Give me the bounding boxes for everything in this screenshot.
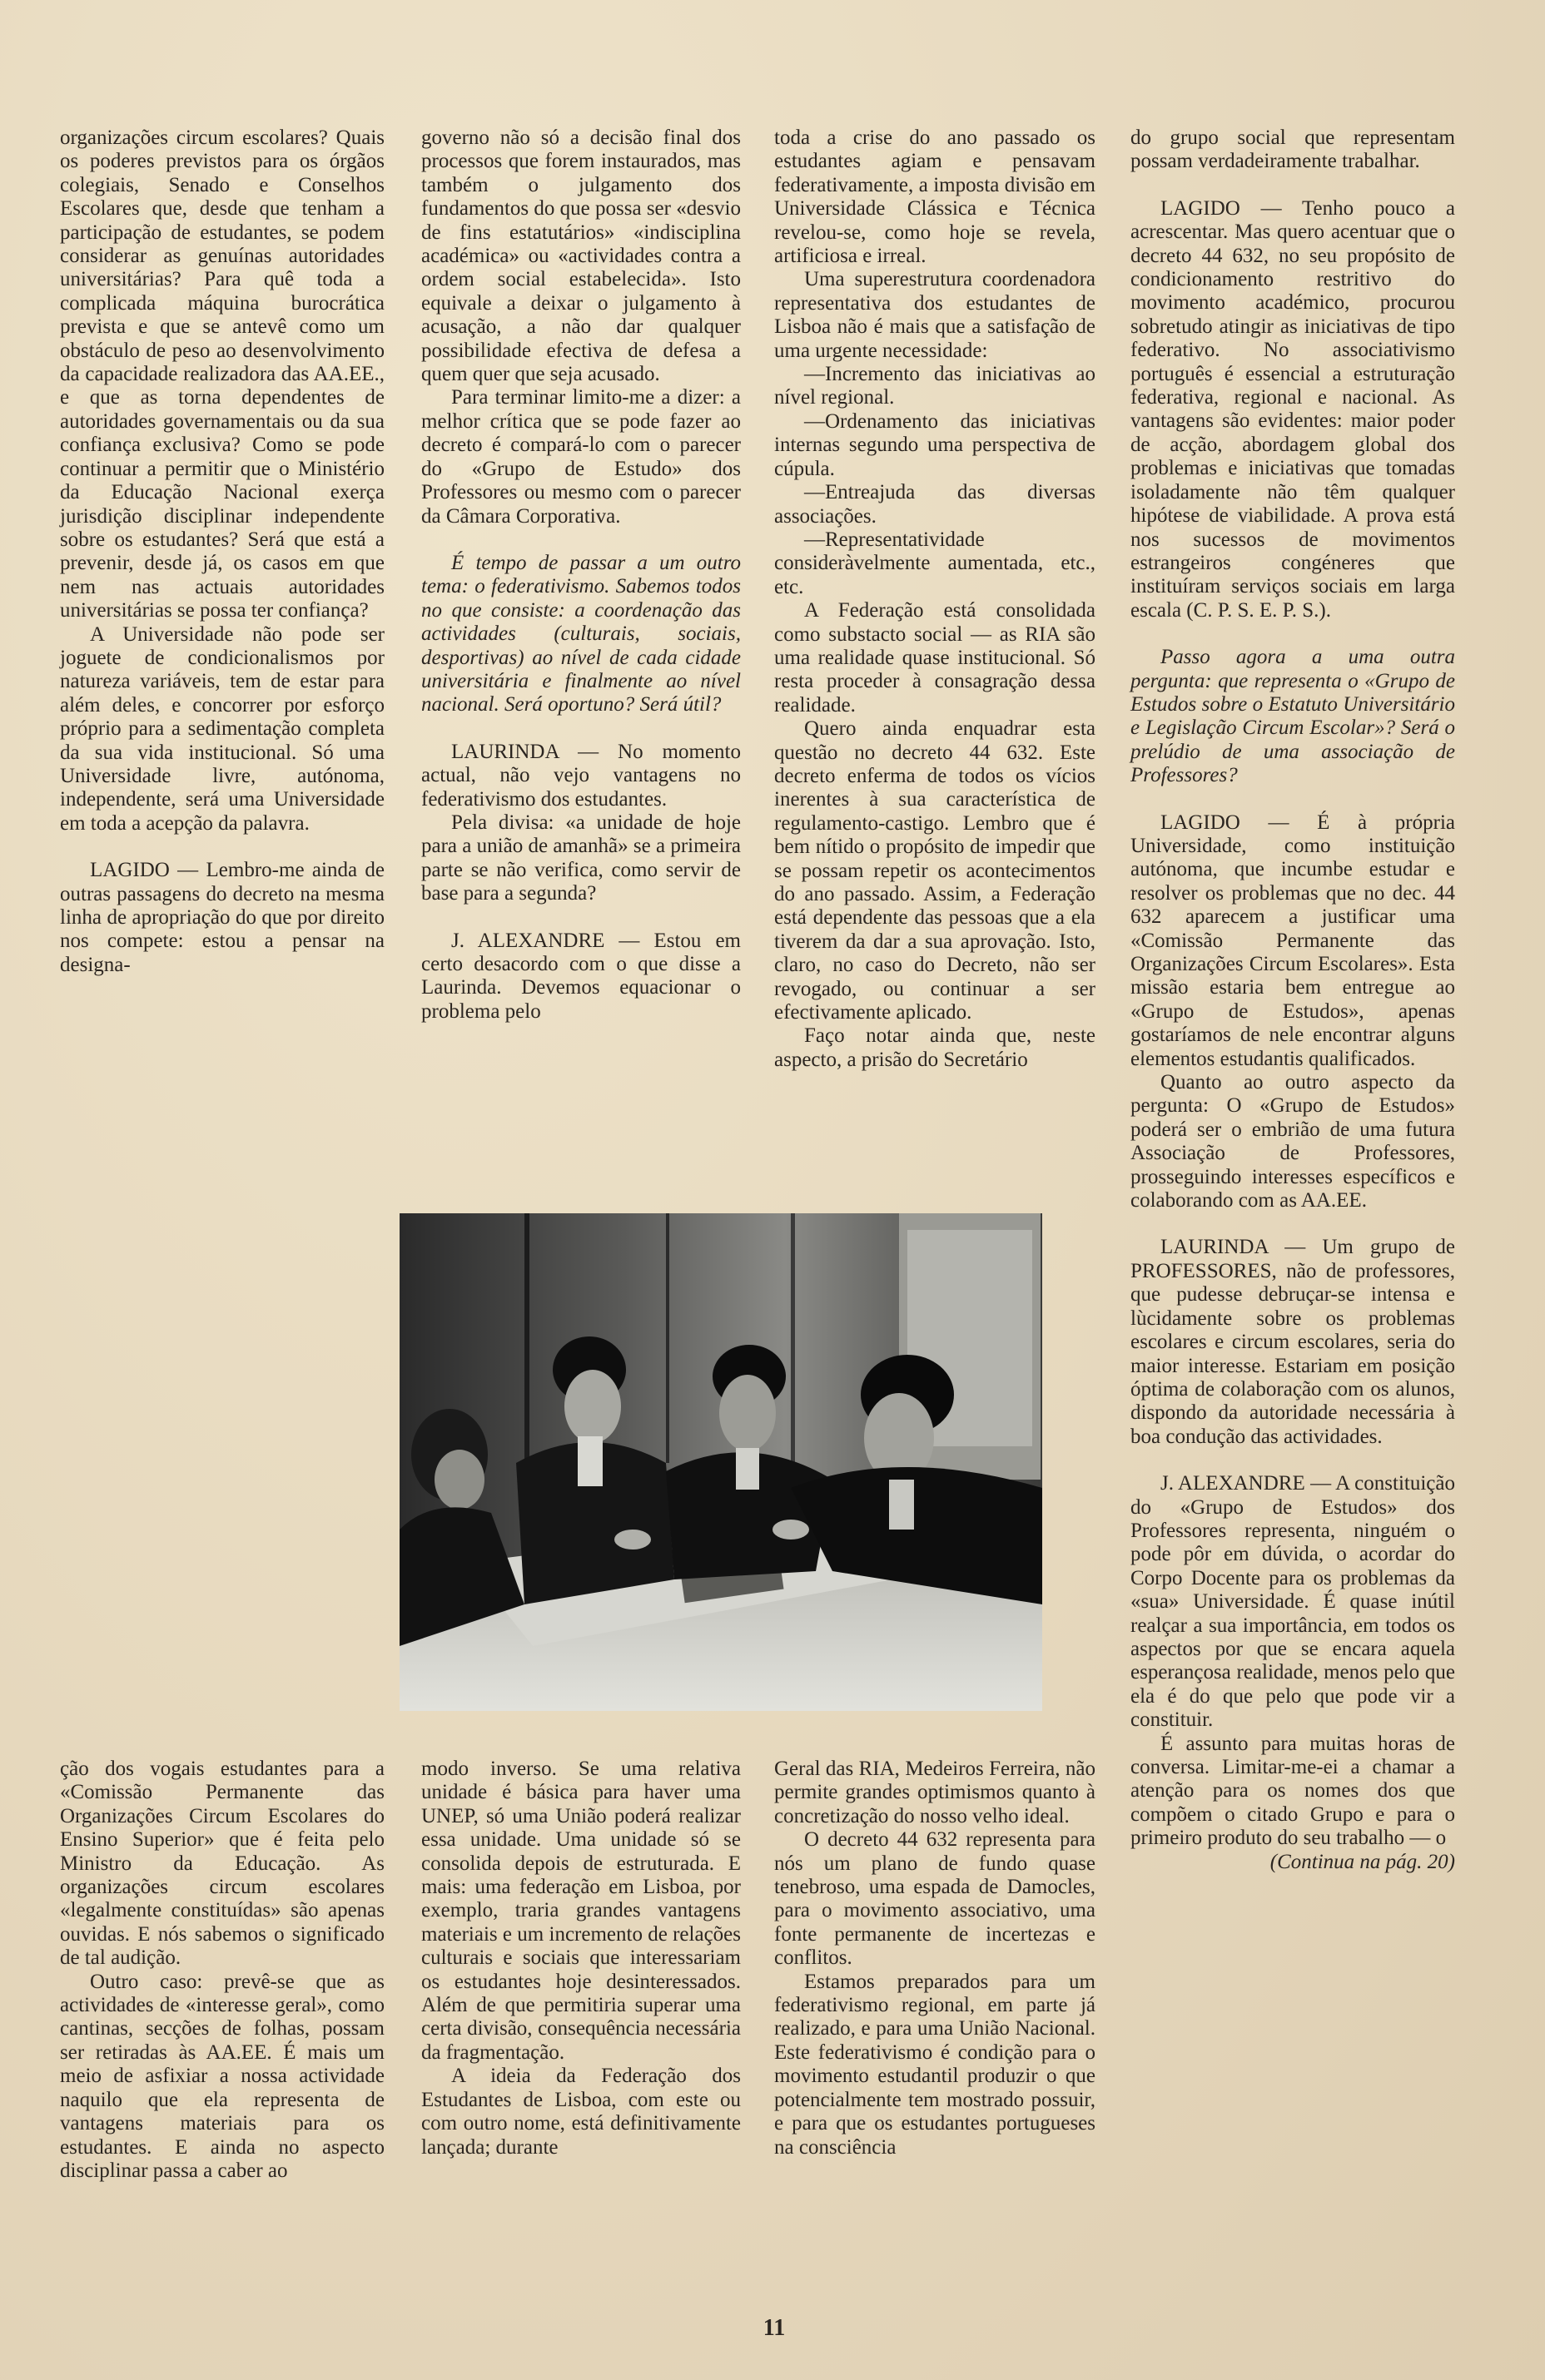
paragraph: Quero ainda enquadrar esta questão no decreto 44 632. Este decreto enferma de todos os vícios inerentes à sua característica de regulamento-castigo. Lembro que é bem nítido o propósito de impedir que se possam repetir os acontecimentos do ano passado. Assim, a Federação está dependente das pessoas que a ela tiverem da dar a sua aprovação. Isto, claro, no caso do Decreto, não ser revogado, ou continuar a ser efectivamente aplicado. <box>774 717 1095 1024</box>
paragraph: Outro caso: prevê-se que as actividades de «interesse geral», como cantinas, secções de folhas, possam ser retiradas às AA.EE. É mais um meio de asfixiar a nossa actividade naquilo que ela representa de vantagens materiais para os estudantes. E ainda no aspecto disciplinar passa a caber ao <box>60 1970 385 2182</box>
paragraph: É assunto para muitas horas de conversa. Limitar-me-ei a chamar a atenção para os nomes dos que compõem o citado Grupo e para o primeiro produto do seu trabalho — o <box>1130 1732 1455 1850</box>
students-at-table-photo <box>400 1213 1042 1711</box>
column-3-bottom <box>774 1758 1095 2159</box>
paragraph: Para terminar limito-me a dizer: a melhor crítica que se pode fazer ao decreto é compará-lo com o parecer do «Grupo de Estudo» dos Professores ou mesmo com o parecer da Câmara Corporativa. <box>421 386 741 528</box>
paragraph: Faço notar ainda que, neste aspecto, a prisão do Secretário <box>774 1024 1095 1071</box>
list-item: —Representatividade consideràvelmente aumentada, etc., etc. <box>774 528 1095 598</box>
paragraph: LAGIDO — É à própria Universidade, como instituição autónoma, que incumbe estudar e resolver os problemas que no dec. 44 632 aparecem a justificar uma «Comissão Permanente das Organizações Circum Escolares». Esta missão estaria bem entregue ao «Grupo de Estudos», apenas gostaríamos de nele encontrar alguns elementos estudantis qualificados. <box>1130 811 1455 1070</box>
column-1-bottom <box>60 1758 385 2183</box>
paragraph: A ideia da Federação dos Estudantes de Lisboa, com este ou com outro nome, está definitivamente lançada; durante <box>421 2065 741 2159</box>
paragraph: Estamos preparados para um federativismo regional, em parte já realizado, e para uma União Nacional. Este federativismo é condição para o movimento estudantil produzir o que potencialmente tem mostrado possuir, e para que os estudantes portugueses na consciência <box>774 1970 1095 2159</box>
continued-note: (Continua na pág. 20) <box>1269 1850 1455 1873</box>
paragraph: Quanto ao outro aspecto da pergunta: O «Grupo de Estudos» poderá ser o embrião de uma futura Associação de Professores, prosseguindo interesses específicos e colaborando com as AA.EE. <box>1130 1071 1455 1212</box>
column-3-top <box>774 126 1095 1072</box>
column-4 <box>1130 126 1455 1874</box>
paragraph: modo inverso. Se uma relativa unidade é básica para haver uma UNEP, só uma União poderá realizar essa unidade. Uma unidade só se consolida depois de estruturada. E mais: uma federação em Lisboa, por exemplo, traria grandes vantagens materiais e um incremento de relações culturais e sociais que interessariam os estudantes hoje desinteressados. Além de que permitiria superar uma certa divisão, consequência necessária da fragmentação. <box>421 1758 741 2064</box>
paragraph: Pela divisa: «a unidade de hoje para a união de amanhã» se a primeira parte se não verifica, como servir de base para a segunda? <box>421 811 741 905</box>
column-2-top <box>421 126 741 1024</box>
paragraph: Uma superestrutura coordenadora representativa dos estudantes de Lisboa não é mais que a satisfação de uma urgente necessidade: <box>774 268 1095 362</box>
column-2-bottom <box>421 1758 741 2159</box>
interviewer-question: Passo agora a uma outra pergunta: que representa o «Grupo de Estudos sobre o Estatuto Universitário e Legislação Circum Escolar»? Será o prelúdio de uma associação de Professores? <box>1130 646 1455 787</box>
paragraph: O decreto 44 632 representa para nós um plano de fundo quase tenebroso, uma espada de Damocles, para o movimento associativo, uma fonte permanente de incertezas e conflitos. <box>774 1828 1095 1970</box>
paragraph: toda a crise do ano passado os estudantes agiam e pensavam federativamente, a imposta divisão em Universidade Clássica e Técnica revelou-se, como hoje se revela, artificiosa e irreal. <box>774 126 1095 268</box>
paragraph: organizações circum escolares? Quais os poderes previstos para os órgãos colegiais, Senado e Conselhos Escolares que, desde que tenham a participação de estudantes, se podem considerar as genuínas autoridades universitárias? Para quê toda a complicada máquina burocrática prevista e que se antevê como um obstáculo de peso ao desenvolvimento da capacidade realizadora das AA.EE., e que as torna dependentes de autoridades governamentais ou da sua confiança exclusiva? Como se pode continuar a permitir que o Ministério da Educação Nacional exerça jurisdição disciplinar independente sobre os estudantes? Será que está a prevenir, desde já, os casos em que nem nas actuais autoridades universitárias se possa ter confiança? <box>60 126 385 622</box>
paragraph: LAGIDO — Tenho pouco a acrescentar. Mas quero acentuar que o decreto 44 632, no seu propósito de condicionamento restritivo do movimento académico, procurou sobretudo atingir as iniciativas de tipo federativo. No associativismo português é essencial a estruturação federativa, regional e nacional. As vantagens são evidentes: maior poder de acção, abordagem global dos problemas e iniciativas que tomadas isoladamente não têm qualquer hipótese de viabilidade. A prova está nos sucessos de movimentos estrangeiros congéneres que instituíram serviços sociais em larga escala (C. P. S. E. P. S.). <box>1130 196 1455 622</box>
paragraph: LAURINDA — No momento actual, não vejo vantagens no federativismo dos estudantes. <box>421 740 741 811</box>
paragraph: LAGIDO — Lembro-me ainda de outras passagens do decreto na mesma linha de apropriação do que por direito nos compete: estou a pensar na designa- <box>60 859 385 976</box>
paragraph: do grupo social que representam possam verdadeiramente trabalhar. <box>1130 126 1455 173</box>
paragraph: LAURINDA — Um grupo de PROFESSORES, não de professores, que pudesse debruçar-se intensa e lùcidamente sobre os problemas escolares e circum escolares, seria do maior interesse. Estariam em posição óptima de colaboração com os alunos, dispondo da autoridade necessária à boa condução das actividades. <box>1130 1236 1455 1448</box>
list-item: —Incremento das iniciativas ao nível regional. <box>774 363 1095 409</box>
page-number: 11 <box>763 2315 786 2341</box>
paragraph: ção dos vogais estudantes para a «Comissão Permanente das Organizações Circum Escolares do Ensino Superior» que é feita pelo Ministro da Educação. As organizações circum escolares «legalmente constituídas» são apenas ouvidas. E nós sabemos o significado de tal audição. <box>60 1758 385 1970</box>
paragraph: J. ALEXANDRE — Estou em certo desacordo com o que disse a Laurinda. Devemos equacionar o problema pelo <box>421 929 741 1023</box>
paragraph: A Federação está consolidada como substacto social — as RIA são uma realidade quase institucional. Só resta proceder à consagração dessa realidade. <box>774 599 1095 716</box>
paragraph: A Universidade não pode ser joguete de condicionalismos por natureza variáveis, tem de estar para além deles, e concorrer por esforço próprio para a sedimentação completa da sua vida institucional. Só uma Universidade livre, autónoma, independente, será uma Universidade em toda a acepção da palavra. <box>60 622 385 835</box>
list-item: —Ordenamento das iniciativas internas segundo uma perspectiva de cúpula. <box>774 409 1095 480</box>
list-item: —Entreajuda das diversas associações. <box>774 481 1095 528</box>
column-1-top <box>60 126 385 977</box>
interviewer-question: É tempo de passar a um outro tema: o federativismo. Sabemos todos no que consiste: a coordenação das actividades (culturais, sociais, desportivas) ao nível de cada cidade universitária e finalmente ao nível nacional. Será oportuno? Será útil? <box>421 551 741 716</box>
paragraph: J. ALEXANDRE — A constituição do «Grupo de Estudos» dos Professores representa, ninguém o pode pôr em dúvida, o acordar do Corpo Docente para os problemas da «sua» Universidade. É quase inútil realçar a sua importância, em todos os aspectos por que se encara aquela esperançosa realidade, menos pelo que ela é do que pelo que pode vir a constituir. <box>1130 1472 1455 1732</box>
paragraph: governo não só a decisão final dos processos que forem instaurados, mas também o julgamento dos fundamentos do que possa ser «desvio de fins estatutários» «indisciplina académica» ou «actividades contra a ordem social estabelecida». Isto equivale a deixar o julgamento à acusação, a não dar qualquer possibilidade efectiva de defesa a quem quer que seja acusado. <box>421 126 741 386</box>
paragraph: Geral das RIA, Medeiros Ferreira, não permite grandes optimismos quanto à concretização do nosso velho ideal. <box>774 1758 1095 1827</box>
